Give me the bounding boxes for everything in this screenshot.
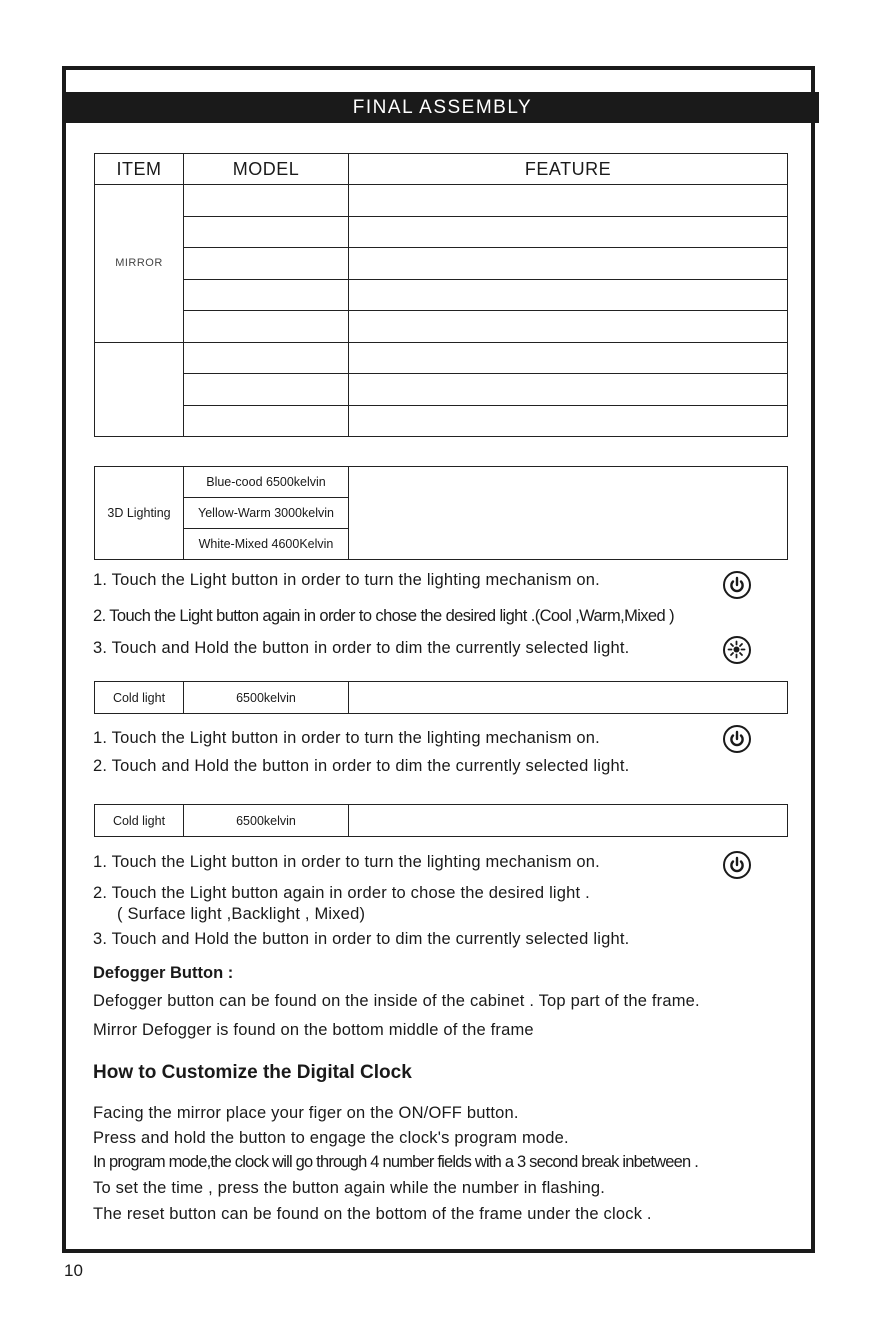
model-cell-6500: 6500kelvin — [184, 682, 349, 714]
assembly-table — [94, 153, 788, 437]
feature-cell — [349, 374, 788, 406]
item-cell-3d-lighting: 3D Lighting — [95, 467, 184, 560]
model-cell — [184, 279, 349, 311]
clock-heading: How to Customize the Digital Clock — [93, 1062, 412, 1083]
table-row — [95, 682, 788, 714]
model-cell-yellow: Yellow-Warm 3000kelvin — [184, 498, 349, 529]
section3-step-3: 3. Touch and Hold the button in order to dim the currently selected light. — [93, 930, 630, 948]
table-row — [95, 374, 788, 406]
model-cell — [184, 374, 349, 406]
column-header-feature: FEATURE — [349, 154, 788, 185]
feature-cell — [349, 185, 788, 217]
table-header-row — [95, 154, 788, 185]
table-row — [95, 342, 788, 374]
item-cell-mirror: MIRROR — [95, 185, 184, 343]
item-cell-empty — [95, 342, 184, 437]
section3-step-1: 1. Touch the Light button in order to turn the lighting mechanism on. — [93, 853, 600, 871]
model-cell — [184, 342, 349, 374]
column-header-item: ITEM — [95, 154, 184, 185]
section1-step-3: 3. Touch and Hold the button in order to dim the currently selected light. — [93, 639, 630, 657]
feature-cell — [349, 216, 788, 248]
clock-line-2: Press and hold the button to engage the clock's program mode. — [93, 1129, 569, 1147]
table-row — [95, 311, 788, 343]
defogger-heading: Defogger Button : — [93, 964, 234, 982]
feature-cell — [349, 467, 788, 560]
section2-step-1: 1. Touch the Light button in order to turn the lighting mechanism on. — [93, 729, 600, 747]
model-cell — [184, 216, 349, 248]
defogger-line-2: Mirror Defogger is found on the bottom middle of the frame — [93, 1021, 534, 1039]
model-cell — [184, 405, 349, 437]
item-cell-cold-light: Cold light — [95, 682, 184, 714]
power-icon — [723, 851, 751, 879]
feature-cell — [349, 805, 788, 837]
item-cell-cold-light: Cold light — [95, 805, 184, 837]
page-title: FINAL ASSEMBLY — [66, 92, 819, 123]
section3-step-2-options: ( Surface light ,Backlight , Mixed) — [117, 905, 366, 923]
defogger-line-1: Defogger button can be found on the inside of the cabinet . Top part of the frame. — [93, 992, 700, 1010]
feature-cell — [349, 279, 788, 311]
lighting-3d-table — [94, 466, 788, 560]
model-cell-white: White-Mixed 4600Kelvin — [184, 529, 349, 560]
section1-step-1: 1. Touch the Light button in order to turn the lighting mechanism on. — [93, 571, 600, 589]
brightness-icon — [723, 636, 751, 664]
model-cell — [184, 248, 349, 280]
section2-step-2: 2. Touch and Hold the button in order to dim the currently selected light. — [93, 757, 630, 775]
section3-step-2: 2. Touch the Light button again in order to chose the desired light . — [93, 884, 590, 902]
table-row — [95, 185, 788, 217]
feature-cell — [349, 342, 788, 374]
column-header-model: MODEL — [184, 154, 349, 185]
feature-cell — [349, 248, 788, 280]
table-row — [95, 467, 788, 498]
feature-cell — [349, 311, 788, 343]
feature-cell — [349, 682, 788, 714]
power-icon — [723, 571, 751, 599]
table-row — [95, 805, 788, 837]
section1-step-2: 2. Touch the Light button again in order to chose the desired light .(Cool ,Warm,Mixed ) — [93, 607, 674, 625]
cold-light-table-2 — [94, 804, 788, 837]
table-row — [95, 405, 788, 437]
power-icon — [723, 725, 751, 753]
clock-line-3: In program mode,the clock will go through 4 number fields with a 3 second break inbetween . — [93, 1153, 698, 1171]
table-row — [95, 279, 788, 311]
table-row — [95, 216, 788, 248]
model-cell — [184, 185, 349, 217]
clock-line-4: To set the time , press the button again while the number in flashing. — [93, 1179, 606, 1197]
clock-line-5: The reset button can be found on the bottom of the frame under the clock . — [93, 1205, 652, 1223]
model-cell-6500: 6500kelvin — [184, 805, 349, 837]
page-number: 10 — [64, 1261, 83, 1280]
model-cell-blue: Blue-cood 6500kelvin — [184, 467, 349, 498]
cold-light-table-1 — [94, 681, 788, 714]
feature-cell — [349, 405, 788, 437]
table-row — [95, 248, 788, 280]
model-cell — [184, 311, 349, 343]
clock-line-1: Facing the mirror place your figer on the ON/OFF button. — [93, 1104, 519, 1122]
